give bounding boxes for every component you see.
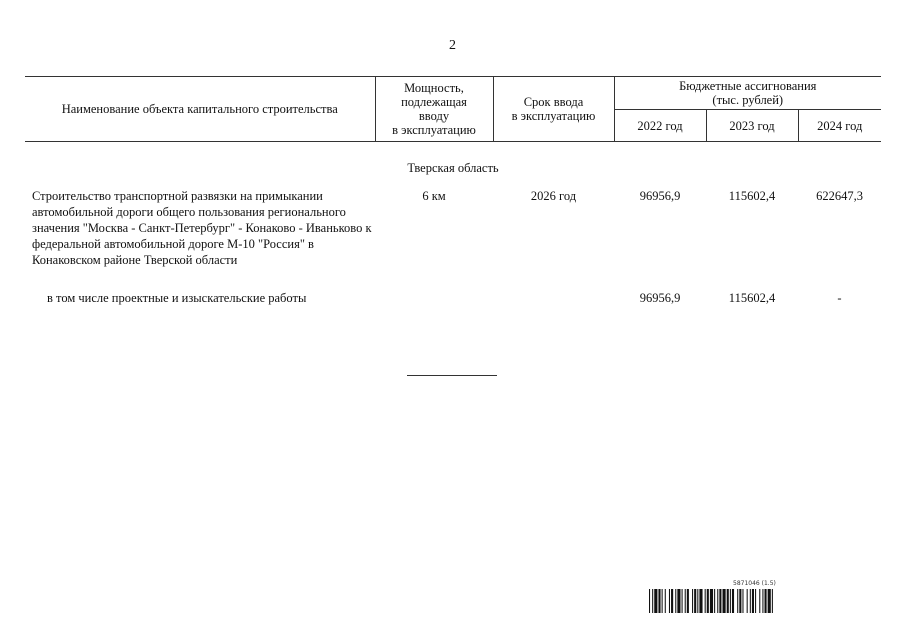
value-2024-cell: 622647,3 bbox=[816, 189, 863, 203]
region-name: Тверская область bbox=[407, 161, 499, 175]
header-commissioning bbox=[493, 77, 614, 142]
capacity-cell: 6 км bbox=[422, 189, 446, 203]
header-year-2022: 2022 год bbox=[614, 110, 706, 142]
barcode-icon bbox=[649, 589, 861, 613]
header-budget-line-2: (тыс. рублей) bbox=[712, 93, 784, 107]
barcode-caption: 5871046 (1.5) bbox=[733, 580, 776, 587]
capacity-cell bbox=[375, 268, 493, 306]
table-row bbox=[25, 188, 881, 268]
value-2022-cell: 96956,9 bbox=[639, 291, 681, 305]
header-year-2023: 2023 год bbox=[706, 110, 798, 142]
value-2023-cell: 115602,4 bbox=[728, 189, 776, 203]
table-row bbox=[25, 268, 881, 306]
header-budget-line-1: Бюджетные ассигнования bbox=[679, 79, 817, 93]
header-row-1 bbox=[25, 77, 881, 110]
header-budget bbox=[614, 77, 881, 110]
object-name-cell: в том числе проектные и изыскательские работы bbox=[47, 291, 307, 305]
document-barcode bbox=[649, 580, 861, 614]
end-of-document-rule bbox=[407, 375, 497, 376]
commissioning-cell bbox=[493, 268, 614, 306]
budget-allocations-table bbox=[25, 76, 881, 306]
header-capacity-line-4: в эксплуатацию bbox=[392, 123, 476, 137]
object-name-cell: Строительство транспортной развязки на примыкании автомобильной дороги общего пользования регионального значения "Москва - Санкт-Петербург" - Конаково - Иваньково к федеральной автомобильной дороге М-10 "Россия" в Конаковском районе Тверской области bbox=[32, 189, 372, 267]
commissioning-cell: 2026 год bbox=[530, 189, 577, 203]
region-row bbox=[25, 142, 881, 189]
header-capacity-line-3: вводу bbox=[418, 109, 450, 123]
header-capacity-line-2: подлежащая bbox=[401, 95, 467, 109]
value-2022-cell: 96956,9 bbox=[639, 189, 681, 203]
header-commissioning-line-2: в эксплуатацию bbox=[511, 109, 596, 123]
value-2024-cell: - bbox=[837, 291, 842, 305]
header-object-name: Наименование объекта капитального строительства bbox=[25, 77, 375, 142]
header-capacity bbox=[375, 77, 493, 142]
page-number: 2 bbox=[449, 38, 456, 53]
header-capacity-line-1: Мощность, bbox=[404, 81, 464, 95]
header-commissioning-line-1: Срок ввода bbox=[523, 95, 584, 109]
header-year-2024: 2024 год bbox=[798, 110, 881, 142]
value-2023-cell: 115602,4 bbox=[728, 291, 776, 305]
